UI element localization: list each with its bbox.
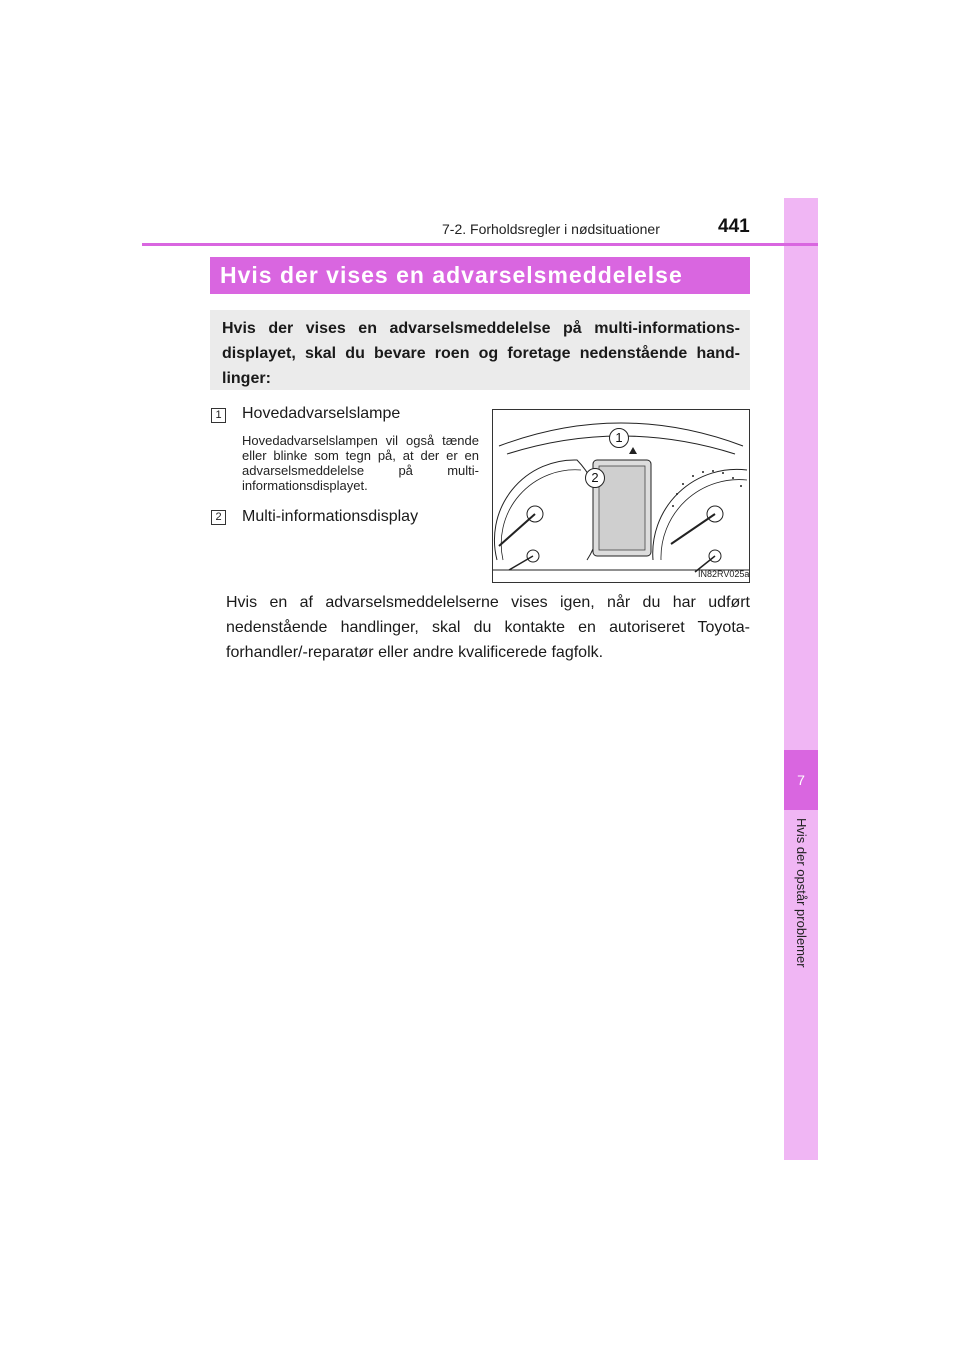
intro-box: Hvis der vises en advarselsmeddelelse på multi-informations-displayet, skal du bevare roen og foretage nedenstående hand-linger: xyxy=(210,310,750,390)
item-label-warning-light: Hovedadvarselslampe xyxy=(242,405,401,422)
item-description: Hovedadvarselslampen vil også tænde eller blinke som tegn på, at der er en advarselsmeddelelse på multi-informationsdisplayet. xyxy=(242,433,479,493)
section-path: 7-2. Forholdsregler i nødsituationer xyxy=(442,221,660,237)
item-number-badge: 2 xyxy=(211,510,226,525)
item-label-display: Multi-informationsdisplay xyxy=(242,508,419,525)
chapter-number: 7 xyxy=(784,750,818,810)
figure-code: IN82RV025a xyxy=(698,569,750,579)
header-divider xyxy=(142,243,818,246)
body-paragraph: Hvis en af advarselsmeddelelserne vises igen, når du har udført nedenstående handlinger, skal du kontakte en autoriseret Toyota-forhandler/-reparatør eller andre kvalificerede fagfolk. xyxy=(226,594,750,661)
side-tab-background xyxy=(784,198,818,750)
instrument-cluster-figure xyxy=(492,409,750,583)
callout-2: 2 xyxy=(585,468,605,488)
section-title: Hvis der vises en advarselsmeddelelse xyxy=(210,257,750,294)
chapter-title: Hvis der opstår problemer xyxy=(794,818,809,968)
item-number-badge: 1 xyxy=(211,408,226,423)
callout-1: 1 xyxy=(609,428,629,448)
page-number: 441 xyxy=(718,216,750,237)
